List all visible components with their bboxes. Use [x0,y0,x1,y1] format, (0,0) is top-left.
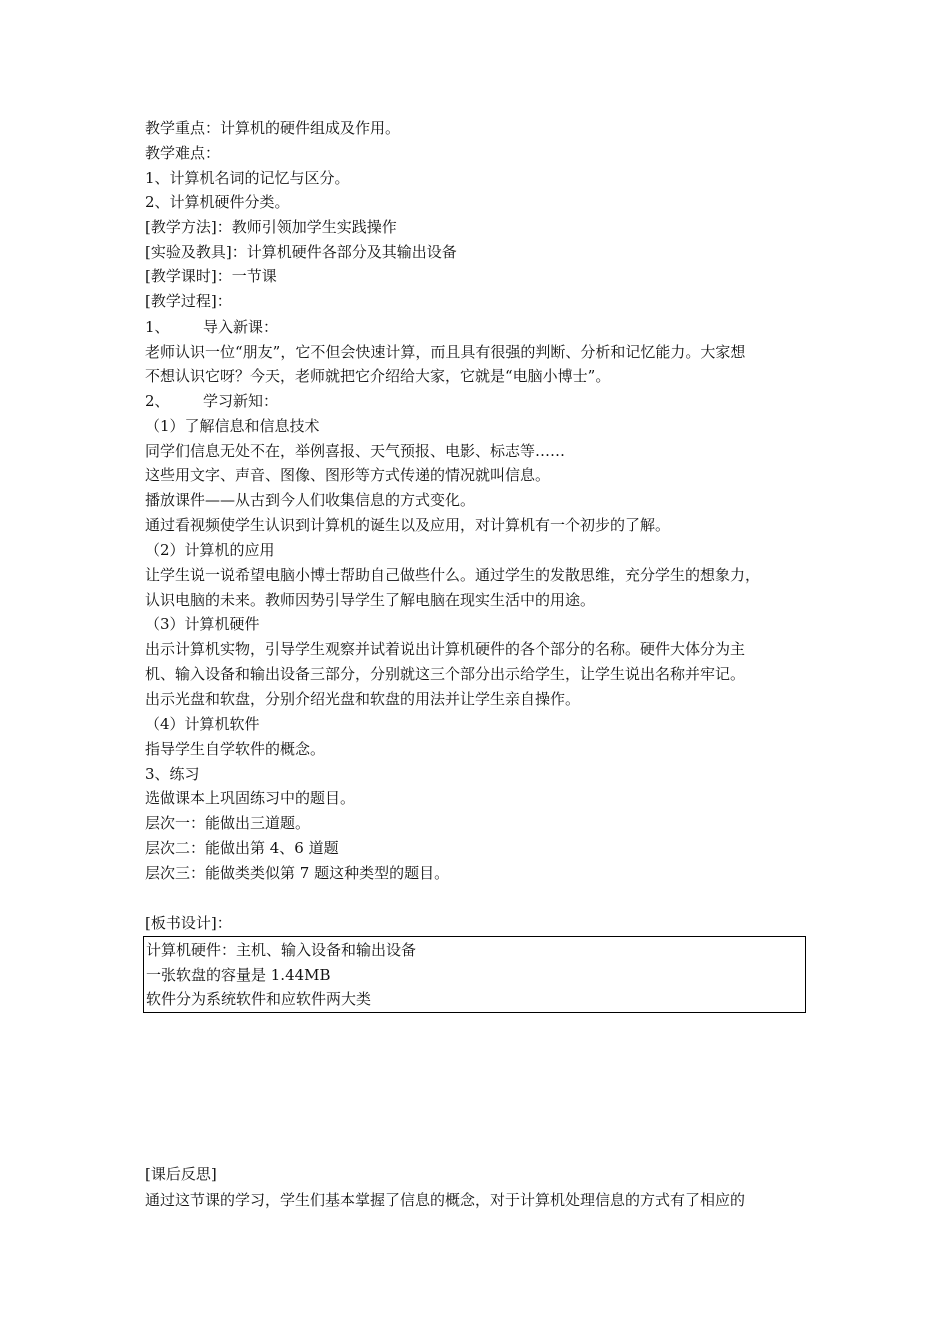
board-line: 一张软盘的容量是 1.44MB [146,966,331,984]
paragraph-line: 指导学生自学软件的概念。 [145,740,326,758]
step-2-title: 学习新知： [203,392,279,410]
difficulty-item-1: 1、计算机名词的记忆与区分。 [145,169,350,187]
paragraph-line: 通过看视频使学生认识到计算机的诞生以及应用，对计算机有一个初步的了解。 [145,516,671,534]
reflection-text: 通过这节课的学习，学生们基本掌握了信息的概念，对于计算机处理信息的方式有了相应的 [145,1191,746,1209]
paragraph-line: 认识电脑的未来。教师因势引导学生了解电脑在现实生活中的用途。 [145,591,596,609]
class-hours: [教学课时]：一节课 [145,267,277,285]
level-item: 层次一：能做出三道题。 [145,814,311,832]
paragraph-line: 不想认识它呀？今天，老师就把它介绍给大家，它就是“电脑小博士”。 [145,367,611,385]
step-2-heading [145,389,278,414]
paragraph-line: 出示计算机实物，引导学生观察并试着说出计算机硬件的各个部分的名称。硬件大体分为主 [145,640,746,658]
level-item: 层次三：能做类类似第 7 题这种类型的题目。 [145,864,450,882]
paragraph-line: 让学生说一说希望电脑小博士帮助自己做些什么。通过学生的发散思维，充分学生的想象力， [145,566,761,584]
subsection-heading: （3）计算机硬件 [145,615,260,633]
step-1-number: 1、 [145,318,170,336]
paragraph-line: 机、输入设备和输出设备三部分，分别就这三个部分出示给学生，让学生说出名称并牢记。 [145,665,746,683]
subsection-heading: （2）计算机的应用 [145,541,275,559]
paragraph-line: 老师认识一位“朋友”，它不但会快速计算，而且具有很强的判断、分析和记忆能力。大家想 [145,343,746,361]
board-line: 软件分为系统软件和应软件两大类 [146,990,372,1008]
paragraph-line: 同学们信息无处不在，举例喜报、天气预报、电影、标志等…… [145,442,566,460]
key-points: 教学重点：计算机的硬件组成及作用。 [145,119,401,137]
paragraph-line: 选做课本上巩固练习中的题目。 [145,789,356,807]
step-2-number: 2、 [145,392,170,410]
teaching-aids: [实验及教具]：计算机硬件各部分及其输出设备 [145,243,457,261]
board-design-heading: [板书设计]： [145,914,232,932]
subsection-heading: （1）了解信息和信息技术 [145,417,320,435]
subsection-heading: （4）计算机软件 [145,715,260,733]
teaching-method: [教学方法]：教师引领加学生实践操作 [145,218,397,236]
paragraph-line: 播放课件——从古到今人们收集信息的方式变化。 [145,491,476,509]
board-line: 计算机硬件：主机、输入设备和输出设备 [146,941,417,959]
board-design-box [143,936,806,1013]
level-item: 层次二：能做出第 4、6 道题 [145,839,339,857]
reflection-heading: [课后反思] [145,1165,217,1183]
step-1-heading [145,315,278,340]
step-3-heading: 3、练习 [145,765,200,783]
paragraph-line: 这些用文字、声音、图像、图形等方式传递的情况就叫信息。 [145,466,551,484]
difficulty-item-2: 2、计算机硬件分类。 [145,193,290,211]
process-heading: [教学过程]： [145,292,232,310]
paragraph-line: 出示光盘和软盘，分别介绍光盘和软盘的用法并让学生亲自操作。 [145,690,581,708]
step-1-title: 导入新课： [203,318,279,336]
difficulties-heading: 教学难点： [145,144,221,162]
